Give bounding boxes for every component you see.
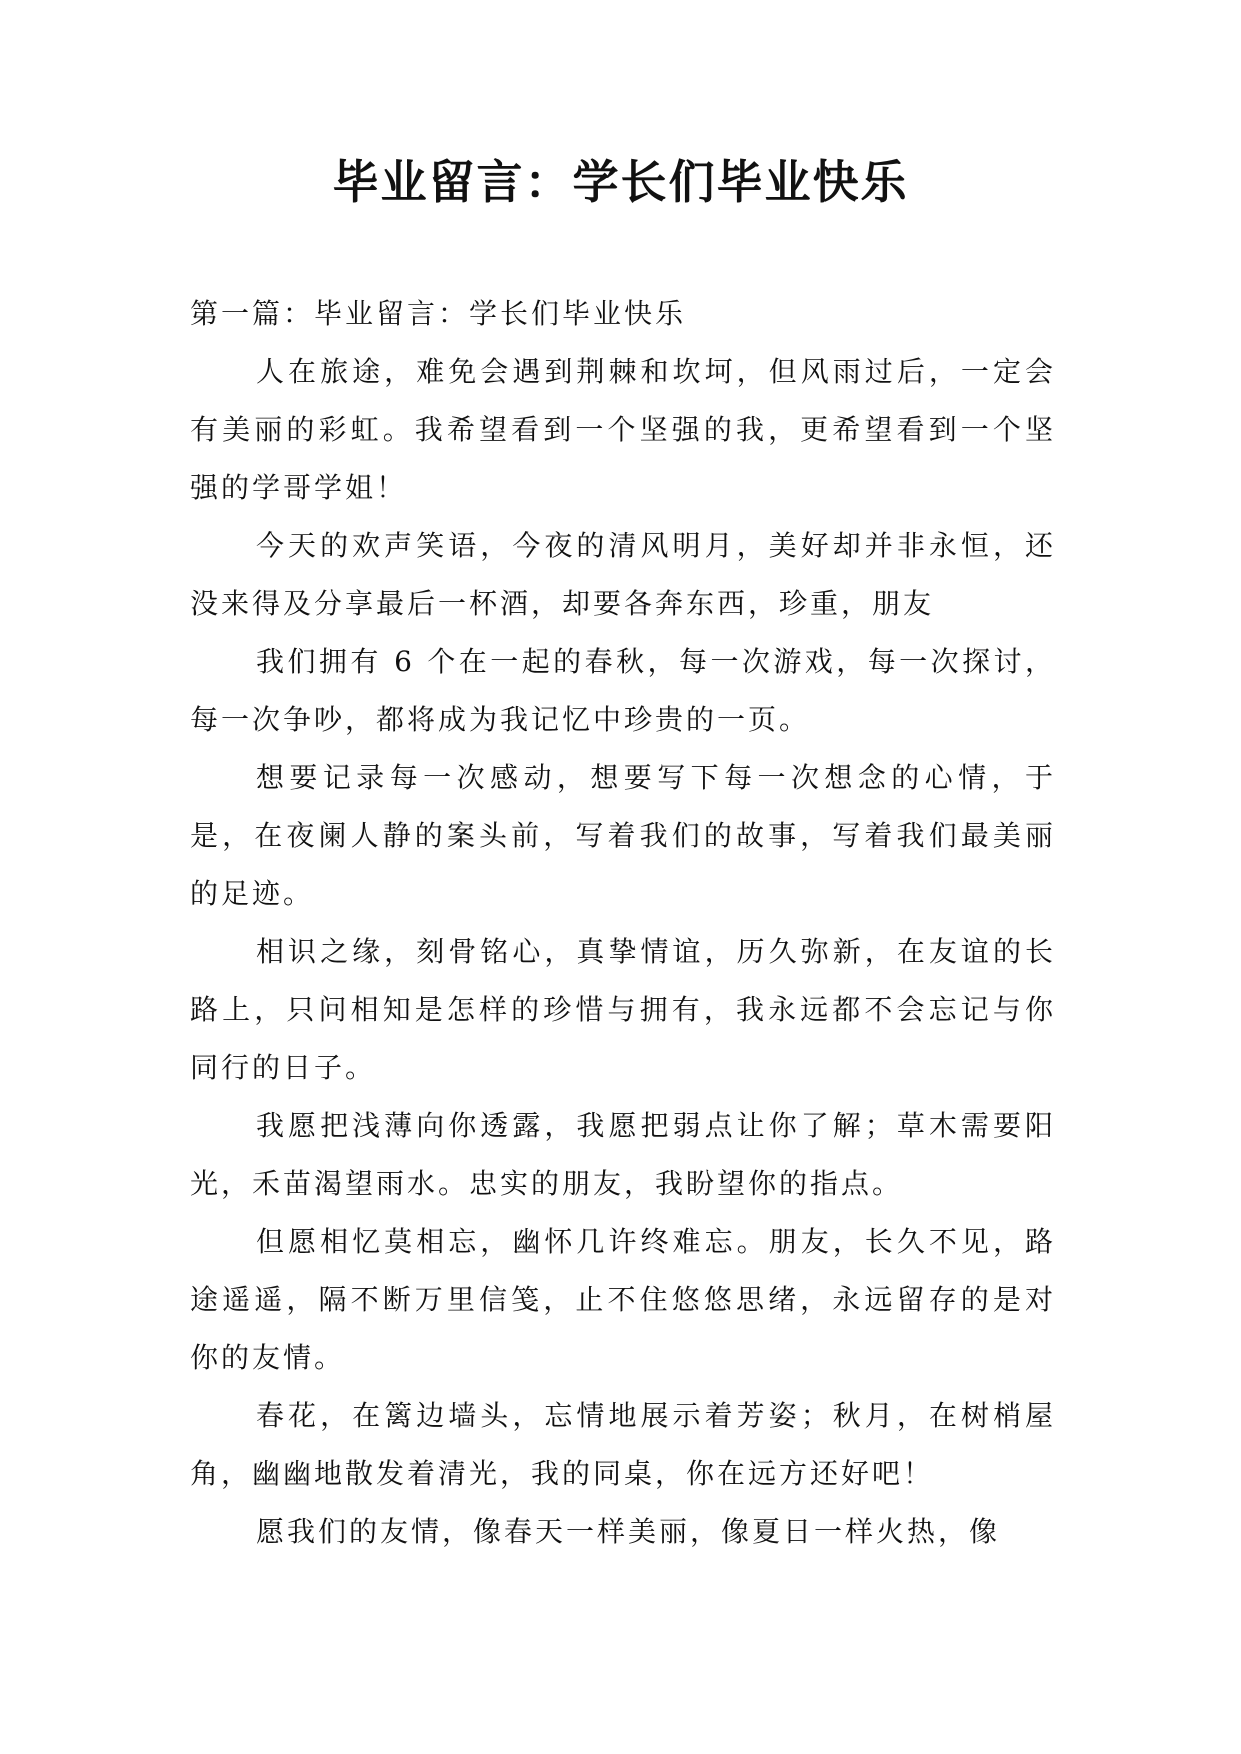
section-heading: 第一篇：毕业留言：学长们毕业快乐 <box>190 297 687 330</box>
document-body <box>190 285 1056 1561</box>
paragraph: 春花，在篱边墙头，忘情地展示着芳姿；秋月，在树梢屋角，幽幽地散发着清光，我的同桌，你在远方还好吧！ <box>190 1399 1056 1490</box>
paragraph: 但愿相忆莫相忘，幽怀几许终难忘。朋友，长久不见，路途遥遥，隔不断万里信笺，止不住悠悠思绪，永远留存的是对你的友情。 <box>190 1225 1056 1374</box>
paragraph: 愿我们的友情，像春天一样美丽，像夏日一样火热，像 <box>256 1515 1001 1548</box>
paragraph: 我们拥有 6 个在一起的春秋，每一次游戏，每一次探讨，每一次争吵，都将成为我记忆中珍贵的一页。 <box>190 645 1056 736</box>
paragraph: 今天的欢声笑语，今夜的清风明月，美好却并非永恒，还没来得及分享最后一杯酒，却要各奔东西，珍重，朋友 <box>190 529 1056 620</box>
document-title: 毕业留言：学长们毕业快乐 <box>332 155 909 209</box>
paragraph: 想要记录每一次感动，想要写下每一次想念的心情，于是，在夜阑人静的案头前，写着我们的故事，写着我们最美丽的足迹。 <box>190 761 1056 910</box>
paragraph: 人在旅途，难免会遇到荆棘和坎坷，但风雨过后，一定会有美丽的彩虹。我希望看到一个坚强的我，更希望看到一个坚强的学哥学姐！ <box>190 355 1056 504</box>
paragraph: 我愿把浅薄向你透露，我愿把弱点让你了解；草木需要阳光，禾苗渴望雨水。忠实的朋友，我盼望你的指点。 <box>190 1109 1056 1200</box>
paragraph: 相识之缘，刻骨铭心，真挚情谊，历久弥新，在友谊的长路上，只问相知是怎样的珍惜与拥有，我永远都不会忘记与你同行的日子。 <box>190 935 1056 1084</box>
